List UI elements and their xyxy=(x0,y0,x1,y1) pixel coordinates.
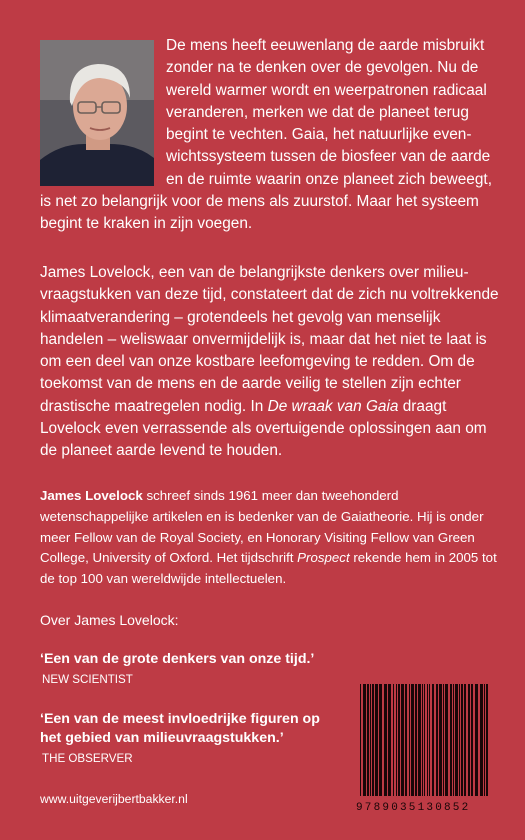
barcode-bar xyxy=(398,684,400,796)
barcode-bar xyxy=(360,684,361,796)
barcode-bar xyxy=(453,684,454,796)
barcode-number: 9789035130852 xyxy=(356,802,471,814)
summary-text: James Lovelock, een van de belangrijkste denkers over milieu-vraagstukken van deze tijd, constateert dat de zich nu voltrekkende klimaatverandering – grotendeels het gevolg van menselijk handelen – weliswaar onvermijdelijk is, maar dat het niet te laat is om een deel van onze kostbare leefomgeving te redden. Om de toekomst van de mens en de aarde veilig te stellen zijn echter drastische maatregelen nodig. In xyxy=(40,264,499,415)
barcode-bar xyxy=(471,684,473,796)
author-photo xyxy=(40,40,154,186)
intro-line: zonder na te denken over de gevolgen. Nu de xyxy=(166,59,479,77)
barcode-bar xyxy=(464,684,466,796)
barcode-bar xyxy=(480,684,483,796)
quote-source: THE OBSERVER xyxy=(42,752,133,765)
barcode-bar xyxy=(379,684,382,796)
intro-line: is net zo belangrijk voor de mens als zuurstof. Maar het systeem xyxy=(40,193,479,211)
barcode-bar xyxy=(439,684,442,796)
barcode-bar xyxy=(436,684,438,796)
quote-text: ‘Een van de meest invloedrijke figuren op het gebied van milieuvraagstukken.’ xyxy=(40,711,320,746)
barcode-bar xyxy=(450,684,452,796)
intro-line: veranderen, merken we dat de planeet terug xyxy=(166,103,469,121)
summary-paragraph xyxy=(40,262,500,463)
barcode-bar xyxy=(422,684,423,796)
praise-quote xyxy=(40,710,340,767)
barcode-bar xyxy=(468,684,470,796)
barcode-bar xyxy=(475,684,478,796)
quote-source: NEW SCIENTIST xyxy=(42,673,133,686)
barcode-bar xyxy=(455,684,458,796)
barcode-bar xyxy=(427,684,428,796)
barcode-bar xyxy=(411,684,414,796)
intro-line: en de ruimte waarin onze planeet zich beweegt, xyxy=(166,170,492,188)
book-title: De wraak van Gaia xyxy=(267,397,399,415)
summary-text: draagt Lovelock even verrassende als overtuigende oplossingen aan om de planeet aarde levend te houden. xyxy=(40,397,487,460)
barcode-bar xyxy=(375,684,378,796)
barcode-bar xyxy=(445,684,448,796)
barcode-bar xyxy=(418,684,421,796)
barcode-bar xyxy=(367,684,369,796)
barcode-bar xyxy=(415,684,417,796)
praise-heading: Over James Lovelock: xyxy=(40,612,179,628)
barcode-bar xyxy=(405,684,407,796)
barcode-bar xyxy=(429,684,430,796)
bio-text: rekende hem in 2005 tot de top 100 van wereldwijde intellectuelen. xyxy=(40,550,497,587)
intro-line: wereld warmer wordt en weerpatronen radicaal xyxy=(166,81,487,99)
barcode-bar xyxy=(459,684,460,796)
barcode-bar xyxy=(443,684,444,796)
intro-line: begint te vechten. Gaia, het natuurlijke even- xyxy=(166,126,472,144)
barcode-bar xyxy=(424,684,425,796)
barcode-bar xyxy=(372,684,374,796)
barcode-bar xyxy=(461,684,463,796)
barcode-bar xyxy=(432,684,434,796)
barcode-bar xyxy=(384,684,387,796)
barcode-bar xyxy=(396,684,397,796)
barcode-bar xyxy=(409,684,410,796)
barcode-bar xyxy=(393,684,394,796)
barcode-bar xyxy=(388,684,391,796)
intro-line: De mens heeft eeuwenlang de aarde misbruikt xyxy=(166,37,485,54)
intro-line: wichtssysteem tussen de biosfeer van de aarde xyxy=(166,148,491,166)
barcode-bar xyxy=(370,684,371,796)
barcode xyxy=(356,682,506,812)
publisher-url[interactable]: www.uitgeverijbertbakker.nl xyxy=(40,792,188,806)
barcode-bar xyxy=(486,684,488,796)
barcode-bar xyxy=(401,684,404,796)
author-name: James Lovelock xyxy=(40,488,143,503)
intro-paragraph xyxy=(40,35,502,236)
quote-text: ‘Een van de grote denkers van onze tijd.’ xyxy=(40,651,315,667)
author-bio xyxy=(40,486,502,590)
bio-text: schreef sinds 1961 meer dan tweehonderd wetenschappelijke artikelen en is bedenker van de Gaiatheorie. Hij is onder meer Fellow van de Royal Society, en Honorary Visiting Fellow van Green College, University of Oxford. Het tijdschrift xyxy=(40,488,484,566)
barcode-bar xyxy=(484,684,485,796)
intro-line: begint te kraken in zijn voegen. xyxy=(40,215,253,233)
barcode-bar xyxy=(363,684,366,796)
magazine-title: Prospect xyxy=(297,550,350,566)
